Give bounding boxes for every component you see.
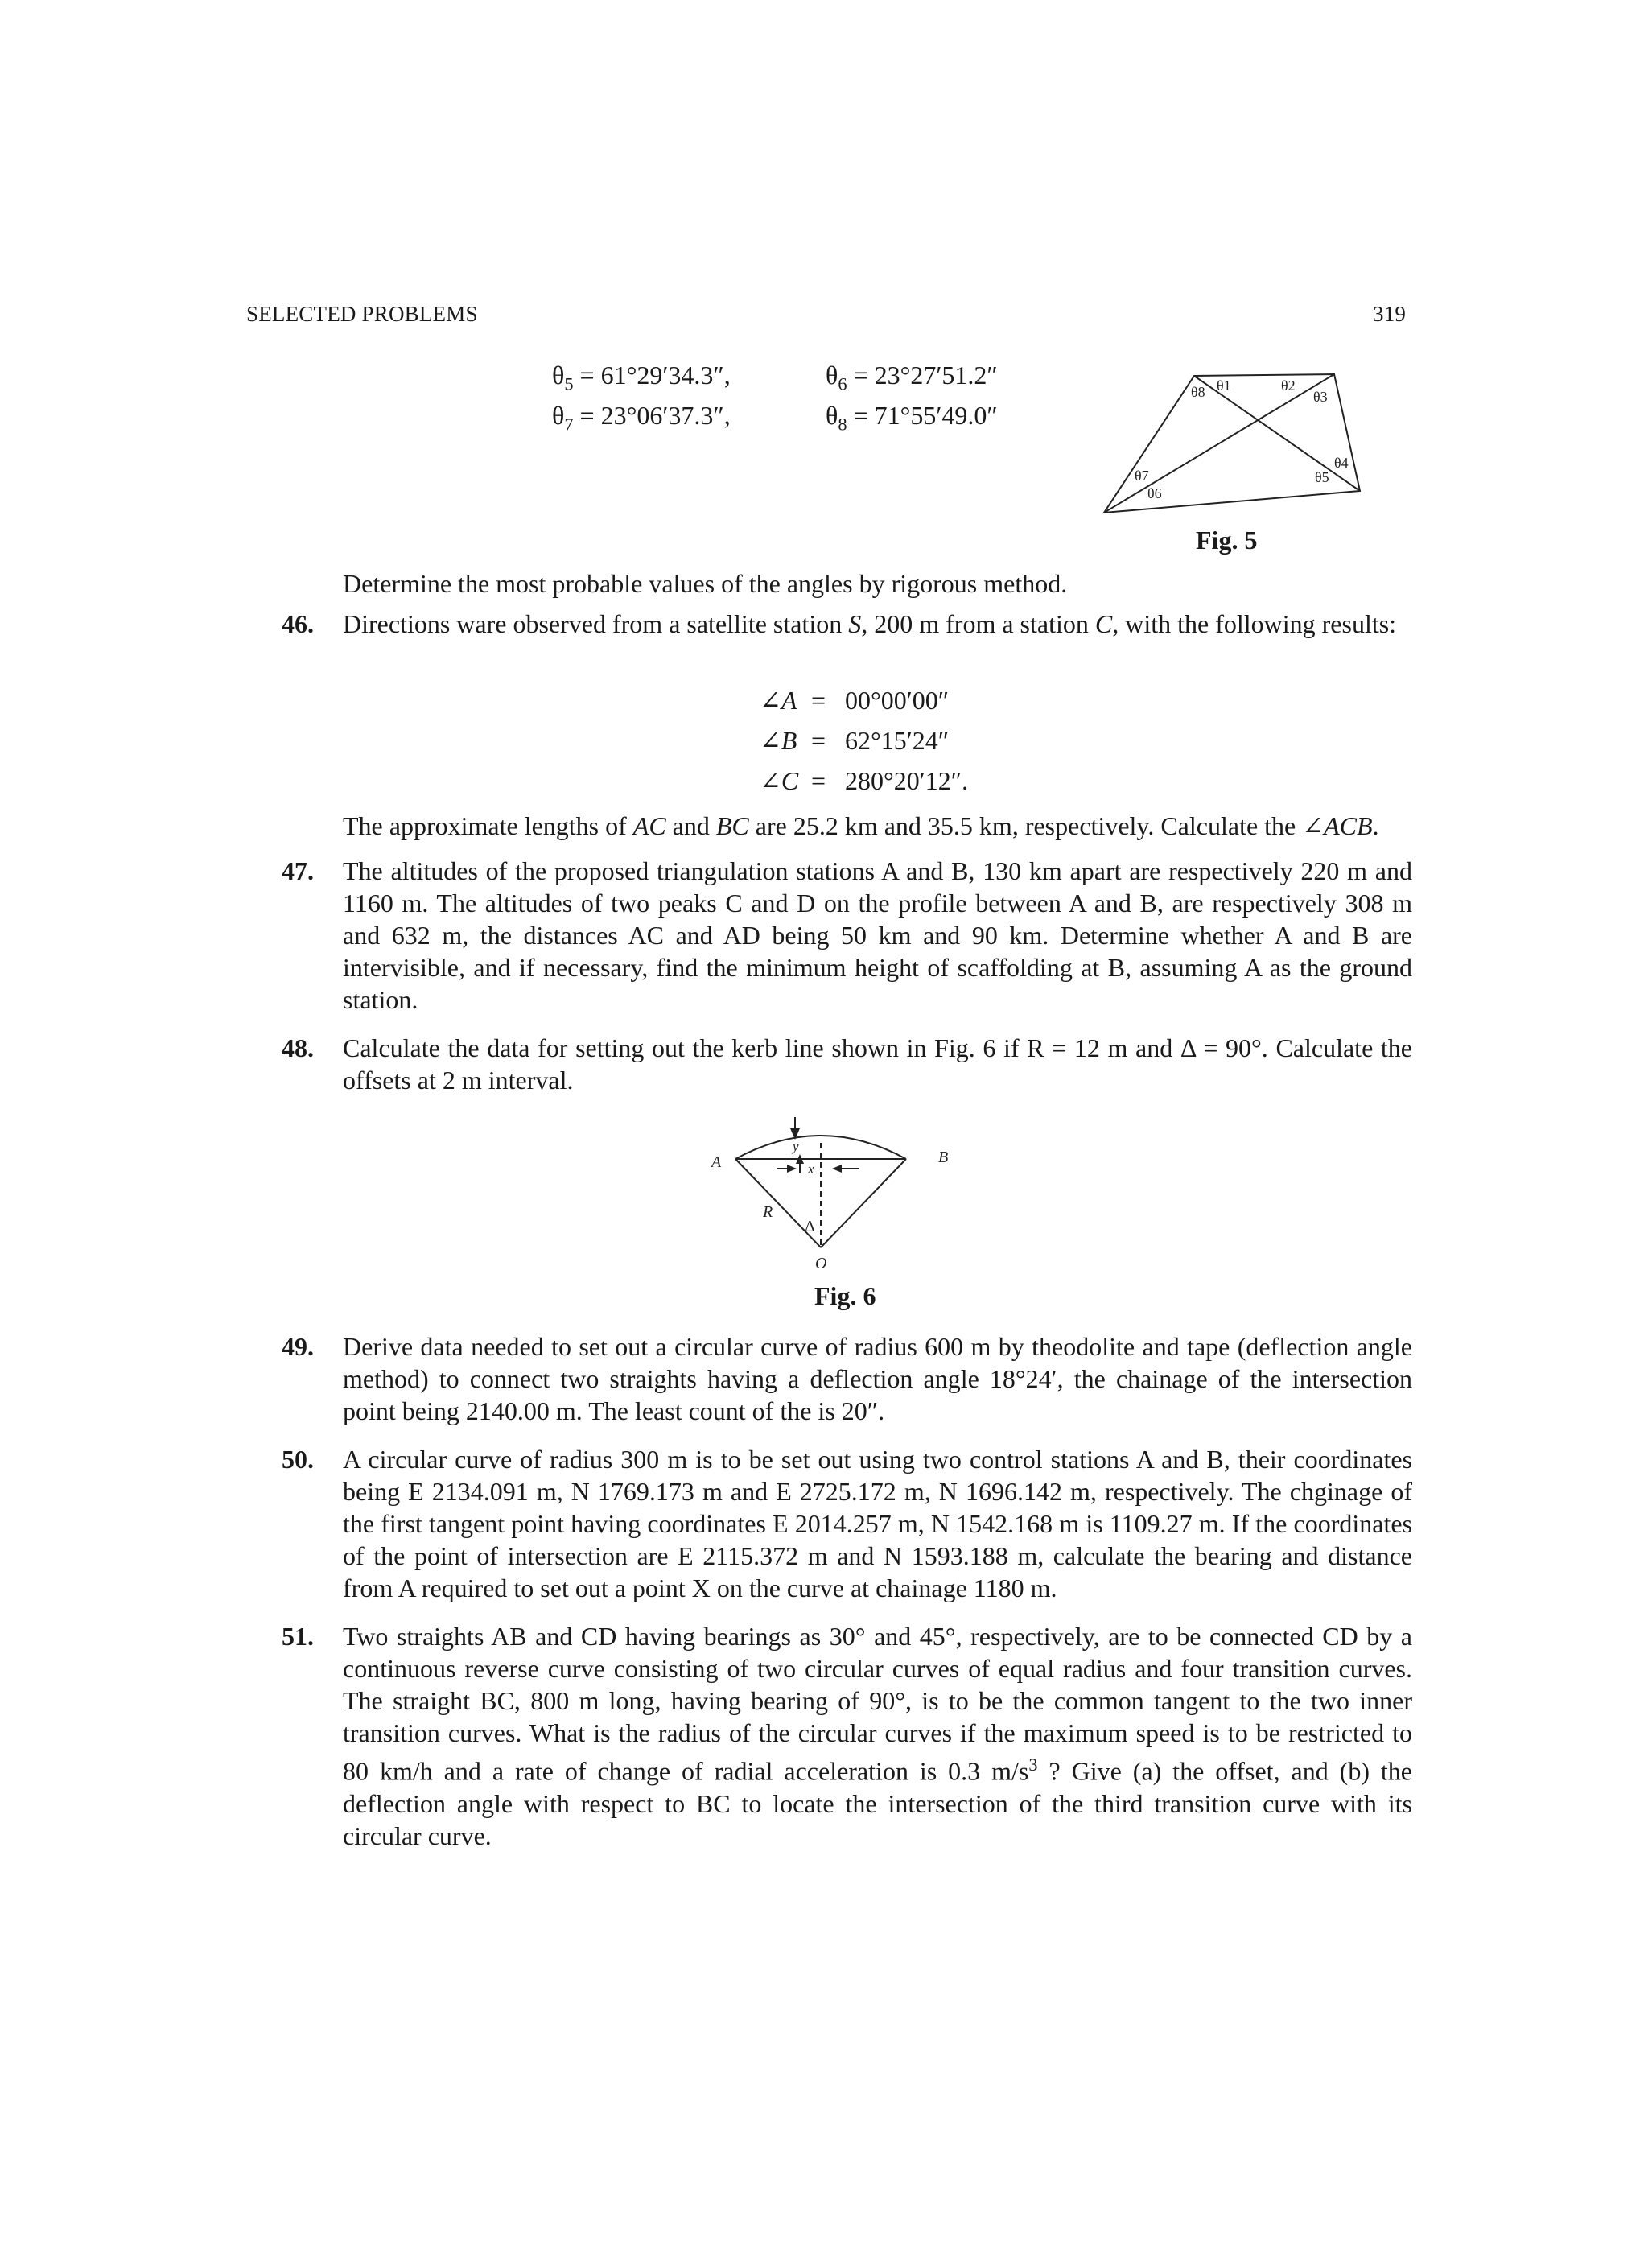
problem46-text: Directions ware observed from a satellite station S, 200 m from a station C, with the following results: xyxy=(343,609,1397,638)
direction-c: ∠C xyxy=(760,766,799,795)
angle-line-1 xyxy=(552,359,731,400)
direction-value: 00°00′00″ xyxy=(845,686,950,715)
fig6-label: A xyxy=(711,1153,722,1171)
theta-value: = 61°29′34.3″, xyxy=(573,361,731,390)
theta-symbol: θ xyxy=(552,401,565,430)
fig6-caption: Fig. 6 xyxy=(814,1281,876,1310)
angle-line-1b xyxy=(826,359,998,400)
fig5-label: θ2 xyxy=(1281,377,1296,394)
fig5-diagonal xyxy=(1104,374,1334,513)
theta-value: = 23°27′51.2″ xyxy=(847,361,998,390)
fig5-label: θ3 xyxy=(1313,389,1328,405)
problem-number: 50. xyxy=(282,1445,314,1474)
page-number: 319 xyxy=(1373,302,1407,326)
fig6-radius xyxy=(821,1159,906,1247)
fig6-label: y xyxy=(793,1139,799,1154)
theta-subscript: 7 xyxy=(564,414,574,435)
angle-line-2b xyxy=(826,399,998,440)
theta-subscript: 8 xyxy=(838,414,847,435)
fig5-caption: Fig. 5 xyxy=(1196,526,1258,555)
fig5-label: θ7 xyxy=(1135,468,1149,484)
theta-subscript: 5 xyxy=(564,373,574,394)
fig6-diagram xyxy=(700,1117,958,1278)
problem51-text: Two straights AB and CD having bearings as 30° and 45°, respectively, are to be connected CD by a continuous reverse curve consisting of two circular curves of equal radius and four transition curves. The straight BC, 800 m long, having bearing of 90°, is to be the common tangent to the two inner transition curves. What is the radius of the circular curves if the maximum speed is to be restricted to 80 km/h and a rate of change of radial acceleration is 0.3 $m/s^3$ ? Give (a) the offset, and (b) the deflection angle with respect to BC to locate the intersection of the third transition curve with its circular curve. xyxy=(343,1622,1413,1850)
fig6-label: R xyxy=(763,1203,773,1221)
problem46-tail: The approximate lengths of AC and BC are 25.2 km and 35.5 km, respectively. Calculate the ∠ACB. xyxy=(343,811,1379,840)
problem45-tail: Determine the most probable values of the angles by rigorous method. xyxy=(343,569,1068,598)
fig6-label: O xyxy=(815,1255,827,1272)
direction-eq: = xyxy=(811,686,826,715)
problem-number: 47. xyxy=(282,856,314,885)
direction-value: 280°20′12″. xyxy=(845,766,969,795)
fig5-diagram xyxy=(1094,366,1368,519)
fig5-label: θ5 xyxy=(1315,469,1329,485)
theta-symbol: θ xyxy=(826,401,838,430)
fig6-label: x xyxy=(808,1161,814,1177)
problem-number: 46. xyxy=(282,609,314,638)
fig6-label: Δ xyxy=(805,1218,815,1235)
problem48-text: Calculate the data for setting out the kerb line shown in Fig. 6 if R = 12 m and Δ = 90°. Calculate the offsets at 2 m interval. xyxy=(343,1033,1412,1095)
theta-value: = 23°06′37.3″, xyxy=(573,401,731,430)
fig6-label: B xyxy=(938,1148,949,1166)
fig5-label: θ4 xyxy=(1334,455,1349,471)
running-title: SELECTED PROBLEMS xyxy=(246,302,478,326)
problem49-text: Derive data needed to set out a circular curve of radius 600 m by theodolite and tape (deflection angle method) to connect two straights having a deflection angle 18°24′, the chainage of the intersection point being 2140.00 m. The least count of the is 20″. xyxy=(343,1332,1412,1425)
theta-symbol: θ xyxy=(552,361,565,390)
direction-eq: = xyxy=(811,726,826,755)
problem-number: 48. xyxy=(282,1033,314,1062)
theta-symbol: θ xyxy=(826,361,838,390)
fig5-label: θ8 xyxy=(1191,384,1205,400)
theta-value: = 71°55′49.0″ xyxy=(847,401,998,430)
angle-line-2 xyxy=(552,399,731,440)
direction-a: ∠A xyxy=(760,686,797,715)
problem-number: 51. xyxy=(282,1622,314,1651)
direction-b: ∠B xyxy=(760,726,797,755)
theta-subscript: 6 xyxy=(838,373,847,394)
direction-eq: = xyxy=(811,766,826,795)
fig5-label: θ6 xyxy=(1147,485,1162,501)
fig5-label: θ1 xyxy=(1217,377,1231,394)
problem50-text: A circular curve of radius 300 m is to be set out using two control stations A and B, their coordinates being E 2134.091 m, N 1769.173 m and E 2725.172 m, N 1696.142 m, respectively. The chginage of the first tangent point having coordinates E 2014.257 m, N 1542.168 m is 1109.27 m. If the coordinates of the point of intersection are E 2115.372 m and N 1593.188 m, calculate the bearing and distance from A required to set out a point X on the curve at chainage 1180 m. xyxy=(343,1445,1412,1602)
direction-value: 62°15′24″ xyxy=(845,726,950,755)
fig6-arrowhead xyxy=(832,1165,842,1173)
problem47-text: The altitudes of the proposed triangulation stations A and B, 130 km apart are respectively 220 m and 1160 m. The altitudes of two peaks C and D on the profile between A and B, are respectively 308 m and 632 m, the distances AC and AD being 50 km and 90 km. Determine whether A and B are intervisible, and if necessary, find the minimum height of scaffolding at B, assuming A as the ground station. xyxy=(343,856,1412,1014)
problem-number: 49. xyxy=(282,1332,314,1361)
fig6-arrowhead xyxy=(787,1165,797,1173)
